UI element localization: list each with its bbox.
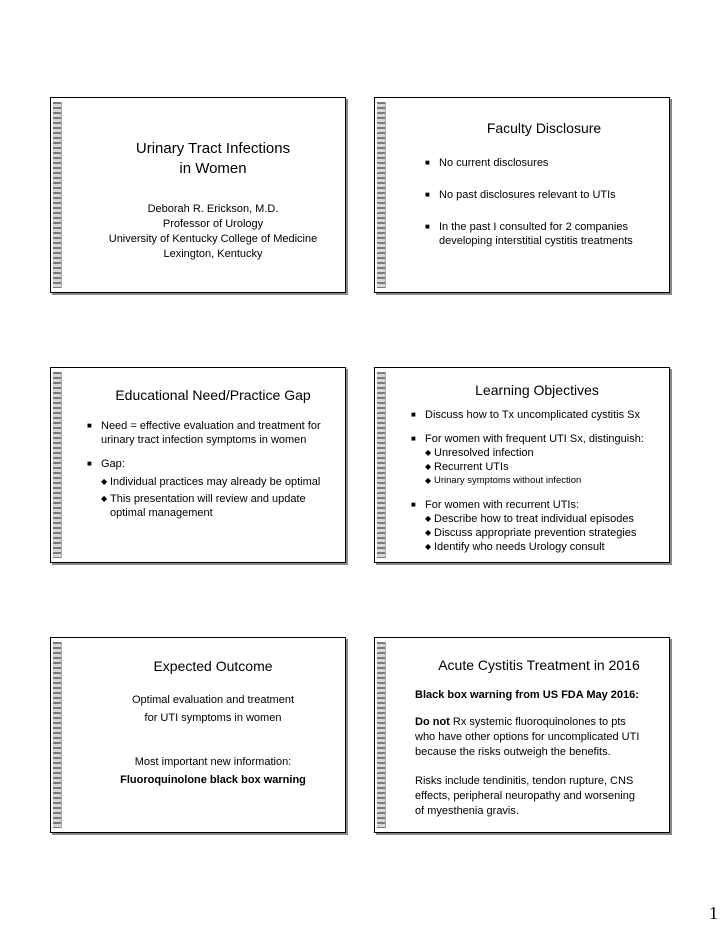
sub-bullet-item: ◆ Describe how to treat individual episodes	[425, 512, 663, 526]
slide-title: Learning Objectives	[475, 382, 599, 398]
slide-2	[374, 97, 670, 293]
bullet-item: ■ No current disclosures	[425, 156, 663, 170]
strip-pattern	[53, 102, 62, 288]
risks-text: of myesthenia gravis.	[415, 805, 519, 817]
warning-heading: Black box warning from US FDA May 2016:	[415, 689, 639, 701]
sub-bullet-line: This presentation will review and update	[110, 493, 306, 505]
sub-bullet-item: ◆ Urinary symptoms without infection	[425, 474, 663, 488]
slide-3	[50, 367, 346, 563]
slide-title-line-2: in Women	[179, 160, 247, 177]
body-line: Most important new information:	[134, 756, 292, 768]
bullet-item: ■ For women with recurrent UTIs:	[411, 498, 663, 512]
slide-body	[87, 638, 339, 832]
sub-bullet-item: ◆ Individual practices may already be optimal	[101, 475, 339, 489]
slide-strip	[375, 98, 409, 292]
bullet-item: ■ Discuss how to Tx uncomplicated cystitis Sx	[411, 408, 663, 422]
bullet-item: ■ Gap:	[87, 457, 339, 471]
author-institution: University of Kentucky College of Medicine	[108, 233, 318, 245]
sub-bullet-item: ◆ Identify who needs Urology consult	[425, 540, 663, 554]
body-line-emphasis: Fluoroquinolone black box warning	[120, 774, 306, 786]
slide-strip	[51, 368, 85, 562]
strip-pattern	[377, 642, 386, 828]
slide-body	[415, 638, 663, 832]
slide-title: Faculty Disclosure	[486, 120, 602, 136]
sub-bullet-item: ◆ Recurrent UTIs	[425, 460, 663, 474]
slide-6	[374, 637, 670, 833]
bullet-item	[87, 419, 339, 447]
bullet-line: Need = effective evaluation and treatment for	[101, 420, 321, 432]
author-role: Professor of Urology	[162, 218, 264, 230]
sub-bullet-line: optimal management	[110, 507, 213, 519]
warning-emphasis: Do not	[415, 716, 450, 728]
body-line: Optimal evaluation and treatment	[131, 694, 295, 706]
sub-bullet-item: ◆ Unresolved infection	[425, 446, 663, 460]
bullet-item: ■ No past disclosures relevant to UTIs	[425, 188, 663, 202]
bullet-item: ■ For women with frequent UTI Sx, distinguish:	[411, 432, 663, 446]
page-number: 1	[709, 903, 718, 923]
slide-body	[87, 368, 339, 562]
author-name: Deborah R. Erickson, M.D.	[147, 203, 279, 215]
warning-text: Rx systemic fluoroquinolones to pts	[449, 716, 626, 728]
strip-pattern	[53, 372, 62, 558]
slide-strip	[375, 368, 409, 562]
risks-text: effects, peripheral neuropathy and worsening	[415, 790, 635, 802]
slide-title: Acute Cystitis Treatment in 2016	[438, 657, 640, 673]
slide-strip	[51, 638, 85, 832]
warning-paragraph	[415, 715, 663, 760]
sub-bullet-item	[101, 492, 339, 520]
slide-body	[411, 368, 663, 562]
strip-pattern	[377, 102, 386, 288]
bullet-line: developing interstitial cystitis treatments	[439, 235, 633, 247]
warning-text: who have other options for uncomplicated UTI	[415, 731, 640, 743]
slide-title-line-1: Urinary Tract Infections	[135, 140, 291, 157]
bullet-line: urinary tract infection symptoms in women	[101, 434, 307, 446]
author-location: Lexington, Kentucky	[163, 248, 263, 260]
body-line: for UTI symptoms in women	[144, 712, 282, 724]
strip-pattern	[53, 642, 62, 828]
strip-pattern	[377, 372, 386, 558]
slide-4	[374, 367, 670, 563]
slide-body	[87, 98, 339, 292]
slide-strip	[375, 638, 409, 832]
bullet-item	[425, 220, 663, 248]
slide-title: Expected Outcome	[153, 658, 273, 674]
risks-paragraph	[415, 774, 663, 819]
warning-text: because the risks outweigh the benefits.	[415, 746, 611, 758]
slide-title: Educational Need/Practice Gap	[115, 387, 311, 403]
sub-bullet-item: ◆ Discuss appropriate prevention strategies	[425, 526, 663, 540]
slide-body	[425, 98, 663, 292]
slide-5	[50, 637, 346, 833]
slide-strip	[51, 98, 85, 292]
bullet-line: In the past I consulted for 2 companies	[439, 221, 628, 233]
slide-1	[50, 97, 346, 293]
risks-text: Risks include tendinitis, tendon rupture, CNS	[415, 775, 634, 787]
